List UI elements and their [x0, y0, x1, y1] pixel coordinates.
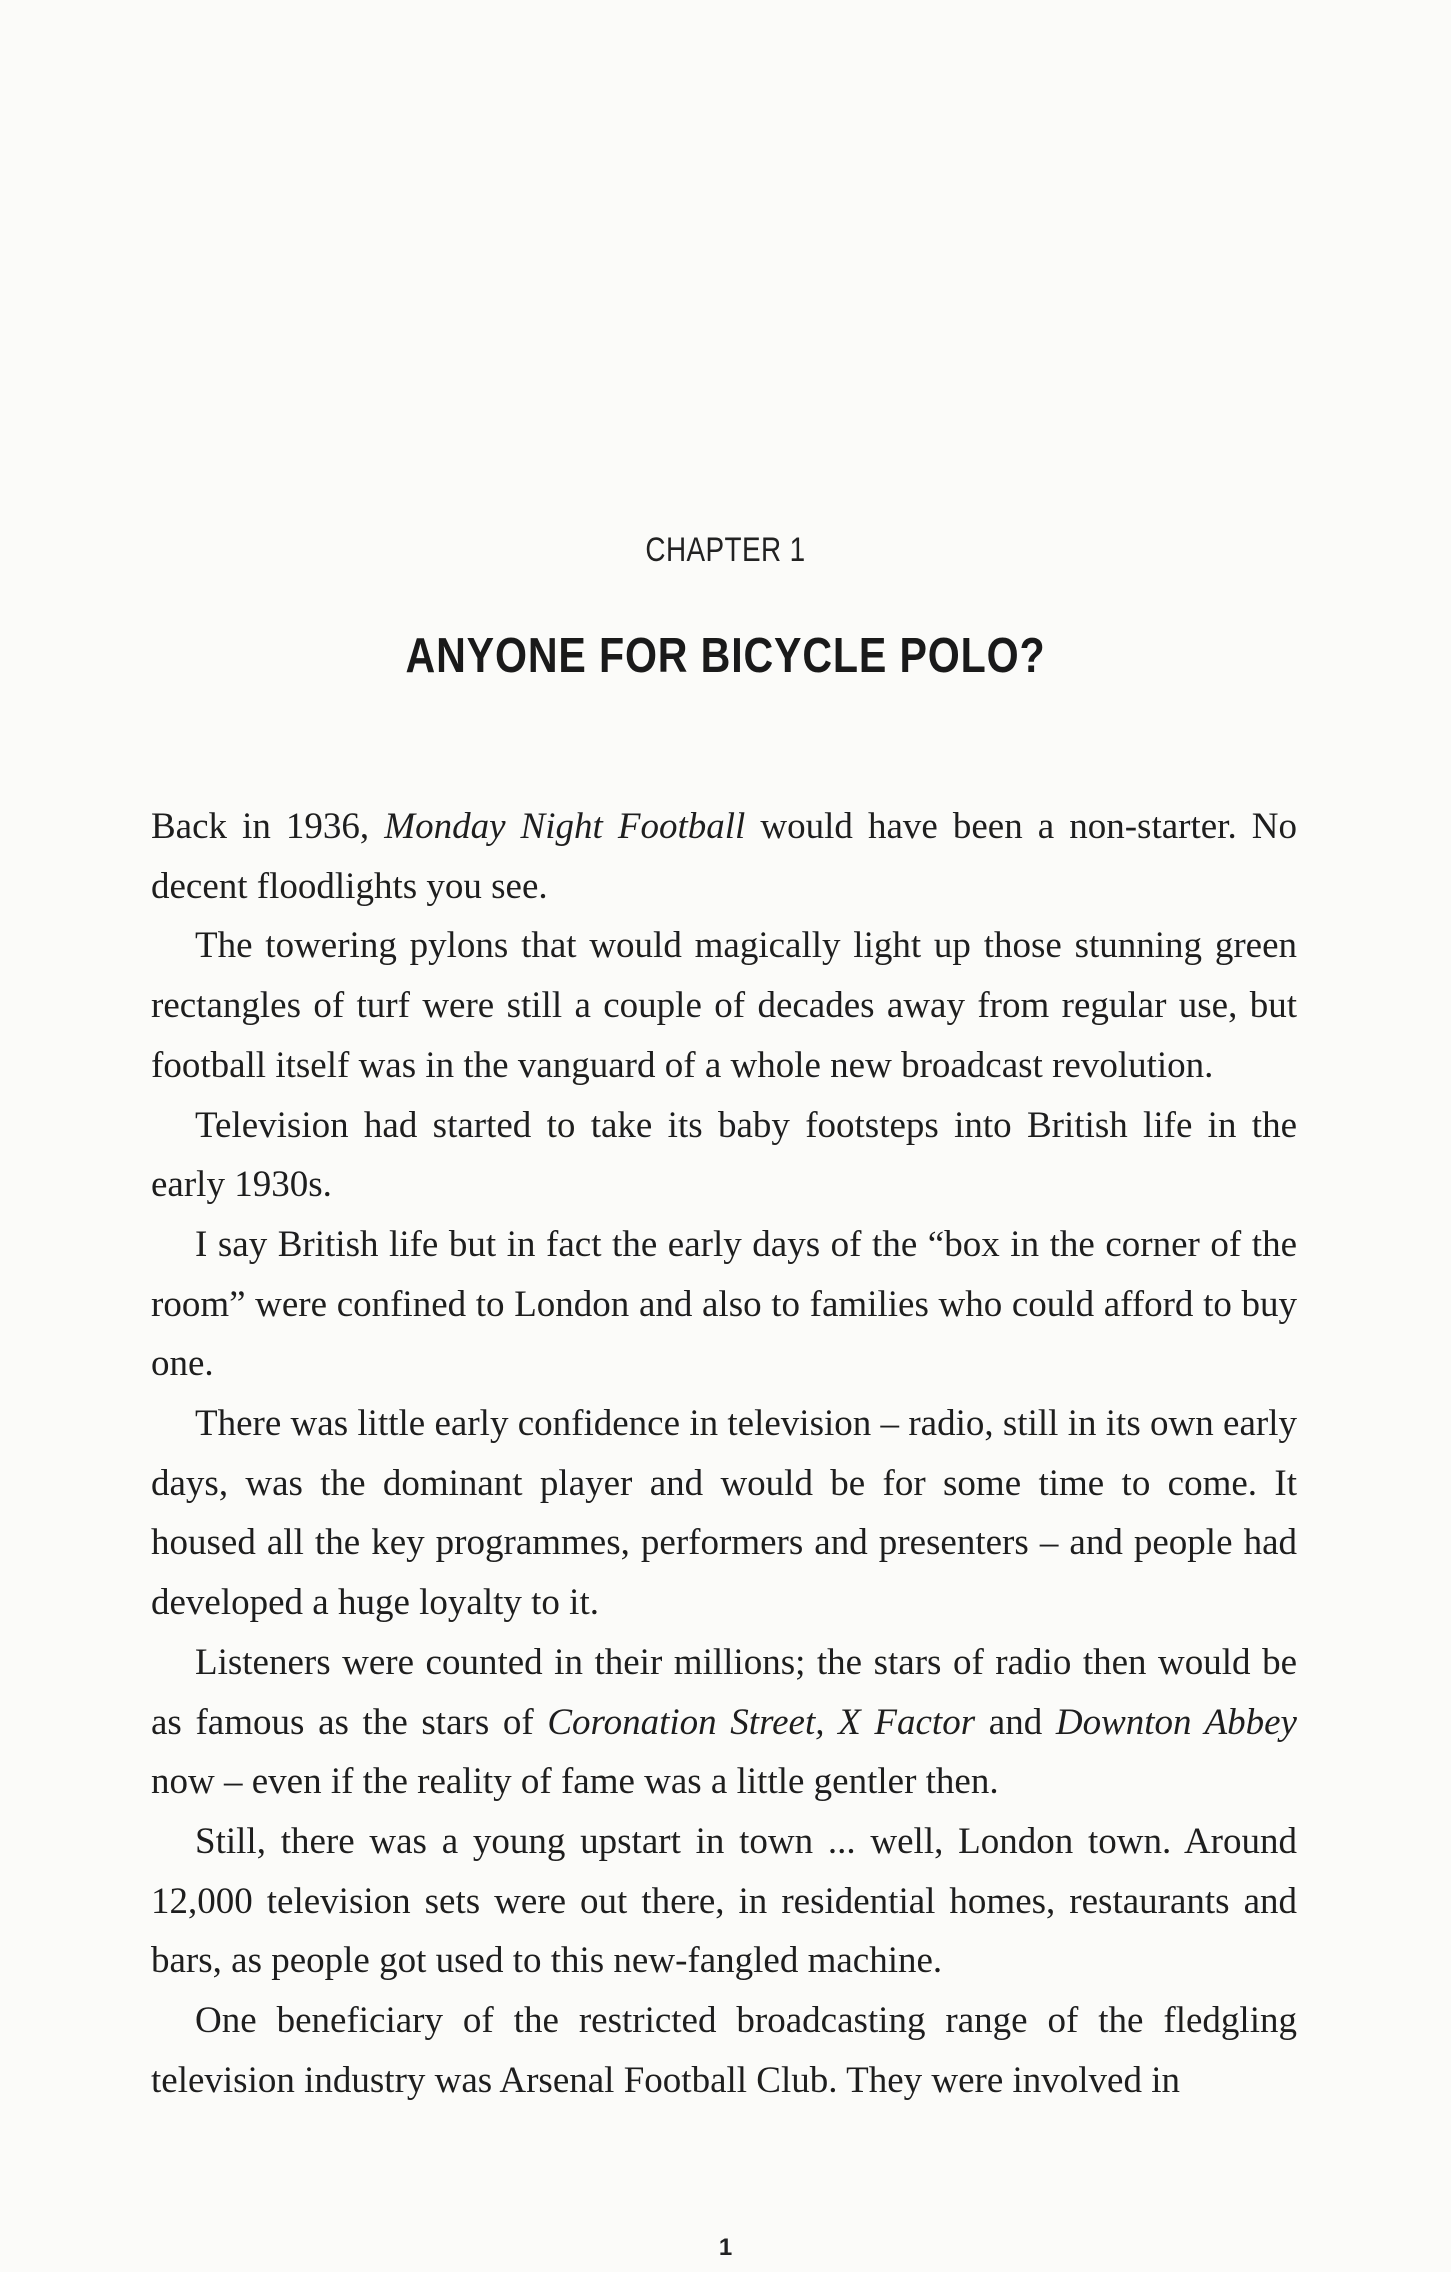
page-number: 1 — [718, 2234, 733, 2261]
paragraph-italic-title: Downton Abbey — [1055, 1701, 1297, 1743]
paragraph-1 — [151, 797, 1297, 916]
paragraph-text: and — [975, 1701, 1056, 1743]
chapter-label: CHAPTER 1 — [645, 531, 806, 569]
paragraph-4: I say British life but in fact the early days of the “box in the corner of the room” were confined to London and also to families who could afford to buy one. — [151, 1223, 1297, 1385]
paragraph-6 — [151, 1633, 1297, 1812]
chapter-title: ANYONE FOR BICYCLE POLO? — [405, 629, 1046, 683]
paragraph-7: Still, there was a young upstart in town ... well, London town. Around 12,000 television sets were out there, in residential homes, restaurants and bars, as people got used to this new-fangled machine. — [151, 1820, 1297, 1982]
body-text — [151, 797, 1297, 2110]
paragraph-italic-title: Coronation Street, X Factor — [547, 1701, 976, 1743]
paragraph-5: There was little early confidence in television – radio, still in its own early days, was the dominant player and would be for some time to come. It housed all the key programmes, performers and presenters – and people had developed a huge loyalty to it. — [151, 1403, 1297, 1624]
paragraph-text: now – even if the reality of fame was a little gentler then. — [151, 1761, 999, 1803]
paragraph-text: would have been a non-starter. No decent floodlights you see. — [151, 806, 1297, 907]
paragraph-text: Back in 1936, — [151, 806, 385, 847]
paragraph-italic-title: Monday Night Football — [384, 806, 746, 847]
paragraph-3: Television had started to take its baby footsteps into British life in the early 1930s. — [151, 1104, 1297, 1206]
paragraph-text: Listeners were counted in their millions; the stars of radio then would be as famous as the stars of — [151, 1641, 1297, 1743]
paragraph-8: One beneficiary of the restricted broadcasting range of the fledgling television industry was Arsenal Football Club. They were involved in — [151, 2000, 1297, 2101]
paragraph-2: The towering pylons that would magically light up those stunning green rectangles of turf were still a couple of decades away from regular use, but football itself was in the vanguard of a whole new broadcast revolution. — [151, 925, 1297, 1086]
